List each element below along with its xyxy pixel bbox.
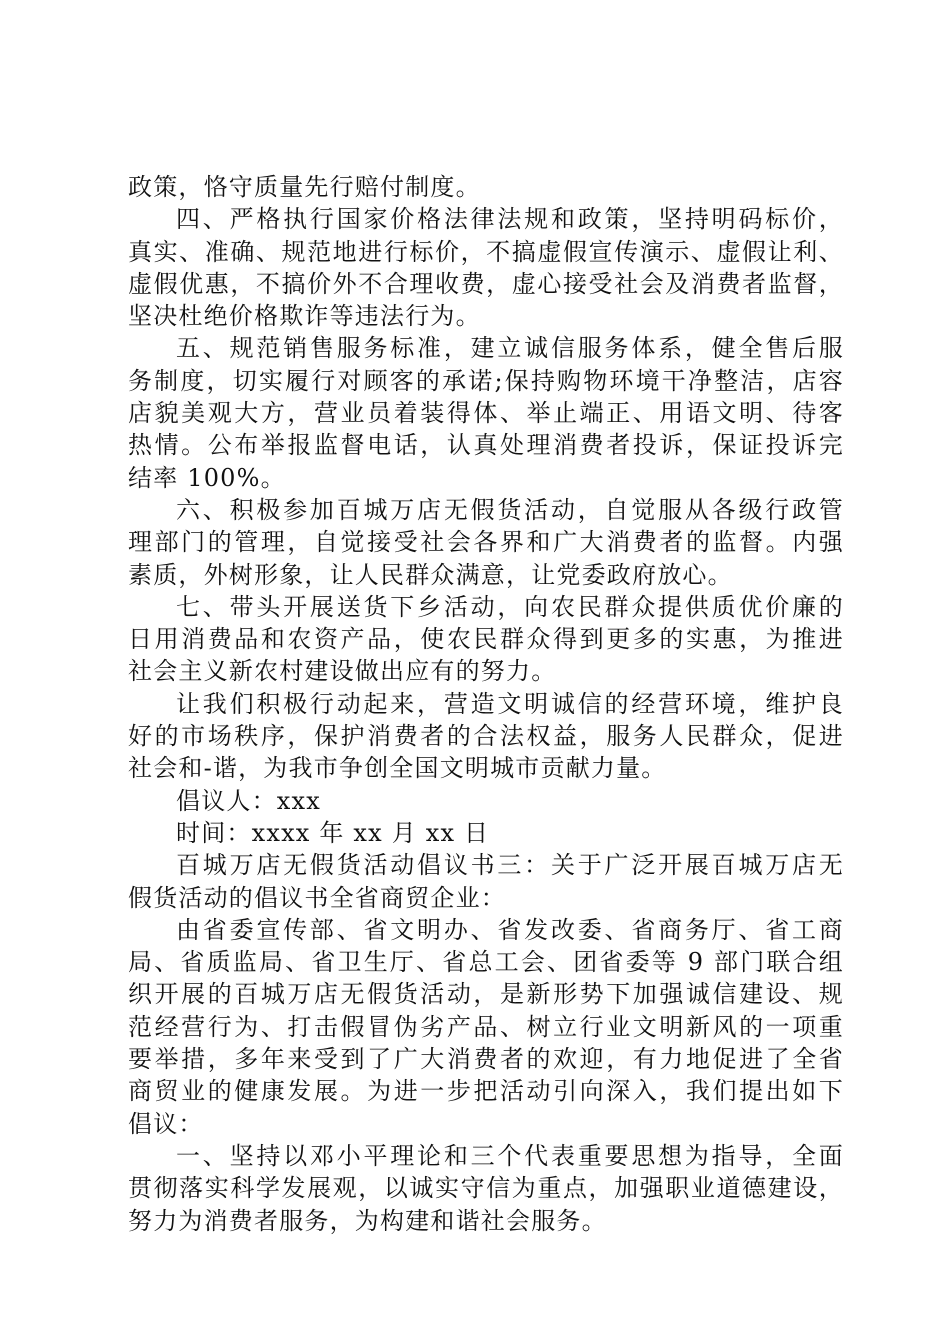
text-line: 倡议人：xxx — [176, 786, 322, 815]
text-line: 范经营行为、打击假冒伪劣产品、树立行业文明新风的一项重 — [128, 1012, 844, 1041]
text-line: 务制度，切实履行对顾客的承诺;保持购物环境干净整洁，店容 — [128, 366, 844, 395]
text-line: 理部门的管理，自觉接受社会各界和广大消费者的监督。内强 — [128, 528, 844, 557]
text-line: 五、规范销售服务标准，建立诚信服务体系，健全售后服 — [176, 334, 844, 363]
text-line: 倡议： — [128, 1109, 204, 1138]
text-line: 努力为消费者服务，为构建和谐社会服务。 — [128, 1206, 607, 1235]
text-line: 要举措，多年来受到了广大消费者的欢迎，有力地促进了全省 — [128, 1045, 844, 1074]
text-line: 时间：xxxx 年 xx 月 xx 日 — [176, 818, 490, 847]
text-line: 六、积极参加百城万店无假货活动，自觉服从各级行政管 — [176, 495, 844, 524]
text-line: 真实、准确、规范地进行标价，不搞虚假宣传演示、虚假让利、 — [128, 237, 844, 266]
text-line: 一、坚持以邓小平理论和三个代表重要思想为指导，全面 — [176, 1141, 844, 1170]
document-body — [128, 171, 844, 1237]
text-line: 七、带头开展送货下乡活动，向农民群众提供质优价廉的 — [176, 592, 844, 621]
text-line: 商贸业的健康发展。为进一步把活动引向深入，我们提出如下 — [128, 1077, 844, 1106]
text-line: 由省委宣传部、省文明办、省发改委、省商务厅、省工商 — [176, 915, 844, 944]
text-line: 织开展的百城万店无假货活动，是新形势下加强诚信建设、规 — [128, 980, 844, 1009]
text-line: 结率 100%。 — [128, 463, 286, 492]
text-line: 日用消费品和农资产品，使农民群众得到更多的实惠，为推进 — [128, 625, 844, 654]
text-line: 局、省质监局、省卫生厅、省总工会、团省委等 9 部门联合组 — [128, 948, 844, 977]
text-line: 坚决杜绝价格欺诈等违法行为。 — [128, 302, 481, 331]
text-line: 社会主义新农村建设做出应有的努力。 — [128, 657, 557, 686]
text-line: 热情。公布举报监督电话，认真处理消费者投诉，保证投诉完 — [128, 431, 844, 460]
text-line: 虚假优惠，不搞价外不合理收费，虚心接受社会及消费者监督， — [128, 269, 844, 298]
text-line: 好的市场秩序，保护消费者的合法权益，服务人民群众，促进 — [128, 722, 844, 751]
text-line: 让我们积极行动起来，营造文明诚信的经营环境，维护良 — [176, 689, 844, 718]
text-line: 贯彻落实科学发展观，以诚实守信为重点，加强职业道德建设， — [128, 1174, 844, 1203]
text-line: 假货活动的倡议书全省商贸企业： — [128, 883, 506, 912]
text-line: 政策，恪守质量先行赔付制度。 — [128, 173, 481, 201]
text-line: 四、严格执行国家价格法律法规和政策，坚持明码标价， — [176, 205, 844, 234]
text-line: 百城万店无假货活动倡议书三：关于广泛开展百城万店无 — [176, 851, 844, 880]
text-line: 素质，外树形象，让人民群众满意，让党委政府放心。 — [128, 560, 733, 589]
text-line: 社会和-谐，为我市争创全国文明城市贡献力量。 — [128, 754, 667, 783]
text-line: 店貌美观大方，营业员着装得体、举止端正、用语文明、待客 — [128, 399, 844, 428]
